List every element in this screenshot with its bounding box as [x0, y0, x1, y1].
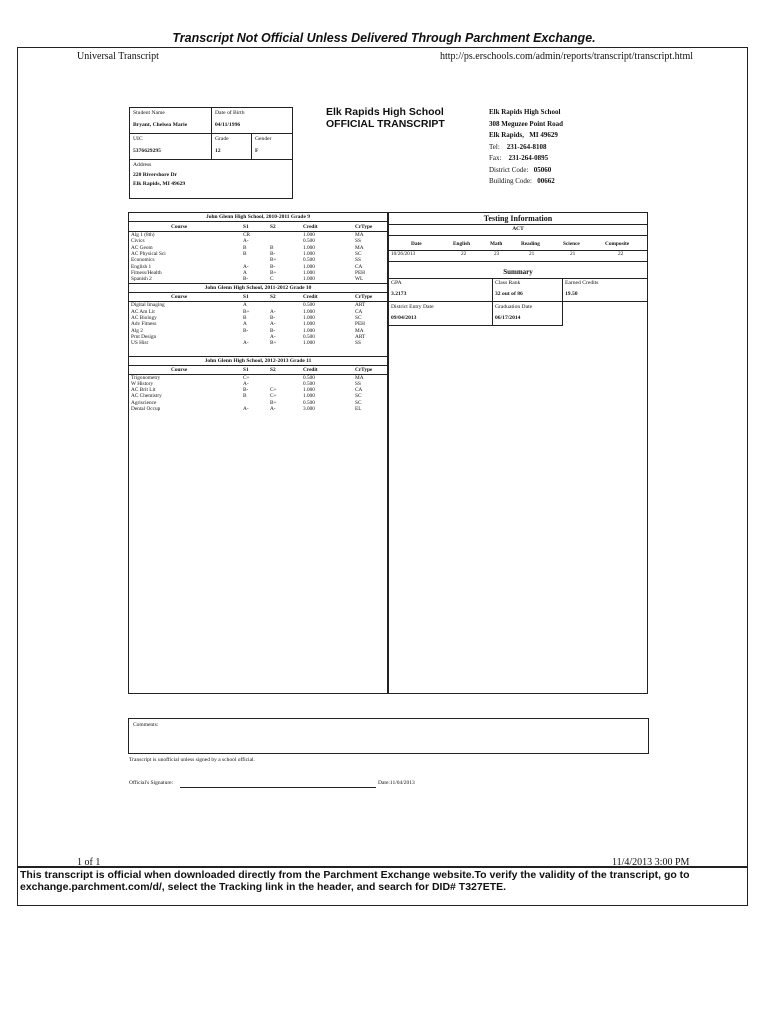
course-type: SS [355, 380, 361, 387]
course-s1: B [243, 315, 247, 321]
course-s2: B [270, 244, 274, 251]
course-s1: B- [243, 387, 249, 394]
building-code-value: 00662 [537, 177, 555, 185]
class-rank-label: Class Rank [495, 280, 521, 286]
course-credit: 3.000 [303, 406, 315, 412]
uic-label: UIC [133, 136, 143, 142]
course-s1: A- [243, 340, 249, 347]
course-course: US Hist [131, 340, 148, 347]
course-s1: A [243, 321, 247, 328]
course-s1: B [243, 250, 247, 257]
course-header-course: Course [171, 224, 188, 230]
signature-date: Date:11/04/2013 [378, 780, 415, 786]
course-type: WL [355, 276, 364, 283]
official-notice-banner: Transcript Not Official Unless Delivered Through Parchment Exchange. [172, 31, 596, 45]
course-s1: A [243, 269, 247, 276]
course-credit: 1.000 [303, 232, 315, 238]
course-course: AC Chemistry [131, 393, 162, 400]
course-header-row [129, 292, 387, 302]
course-credit: 0.500 [303, 380, 315, 387]
course-credit: 1.000 [303, 308, 315, 315]
graduation-date-value: 06/17/2014 [495, 315, 521, 321]
course-s1: B- [243, 276, 249, 283]
course-type: SS [355, 238, 361, 245]
course-credit: 1.000 [303, 244, 315, 251]
course-credit: 0.500 [303, 374, 315, 381]
school-info-name: Elk Rapids High School [489, 108, 561, 116]
fax-label: Fax: [489, 154, 502, 162]
page-number: 1 of 1 [77, 857, 101, 868]
test-math: 23 [494, 251, 500, 257]
course-course: Adv Fitness [131, 321, 157, 328]
course-s2: B- [270, 315, 276, 321]
school-info-state: MI 49629 [529, 131, 558, 139]
address-label: Address [133, 162, 152, 168]
test-header-row [389, 235, 647, 251]
earned-credits-label: Earned Credits [565, 280, 599, 286]
course-s2: C [270, 276, 274, 283]
gender-label: Gender [255, 136, 272, 142]
course-row [129, 340, 387, 346]
tel-label: Tel: [489, 142, 500, 151]
course-type: PEH [355, 269, 366, 276]
test-header-composite: Composite [605, 241, 630, 247]
course-s2: B- [270, 263, 276, 270]
course-s1: B [243, 244, 247, 251]
gpa-value: 3.2173 [391, 291, 407, 297]
school-contact-info [489, 107, 563, 188]
grade-value: 12 [215, 148, 221, 154]
course-s1: A- [243, 406, 249, 412]
school-title [326, 106, 445, 130]
course-s1: B- [243, 327, 249, 334]
course-header-s2: S2 [270, 224, 276, 230]
verification-note: This transcript is official when downloaded directly from the Parchment Exchange website.To verify the validity of the transcript, go to exchange.parchment.com/d/, select the Tracking link in the header, and search for DID# T327ETE. [20, 869, 690, 893]
course-type: MA [355, 327, 364, 334]
course-header-s2: S2 [270, 366, 276, 373]
test-header-science: Science [563, 241, 580, 247]
course-credit: 1.000 [303, 393, 315, 400]
course-credit: 1.000 [303, 327, 315, 334]
course-type: PEH [355, 321, 366, 328]
address-line1: 220 Rivershore Dr [133, 172, 178, 178]
course-credit: 1.000 [303, 263, 315, 270]
course-credit: 1.000 [303, 250, 315, 257]
school-title-doc: OFFICIAL TRANSCRIPT [326, 118, 445, 130]
course-s2: A- [270, 321, 276, 328]
course-type: EL [355, 406, 362, 412]
course-type: SC [355, 315, 362, 321]
course-s1: A [243, 302, 247, 309]
student-info-box [129, 107, 293, 199]
course-course: Prnt Design [131, 333, 157, 340]
course-s2: B- [270, 327, 276, 334]
course-credit: 1.000 [303, 387, 315, 394]
earned-credits-value: 19.50 [565, 291, 578, 297]
course-header-course: Course [171, 366, 188, 373]
course-s1: C+ [243, 374, 250, 381]
test-header-math: Math [490, 241, 503, 247]
course-type: SC [355, 393, 362, 400]
course-row [129, 276, 387, 282]
signature-line [180, 787, 376, 788]
course-course: Dental Occup [131, 406, 161, 412]
course-type: CA [355, 308, 363, 315]
course-course: Trigonometry [131, 374, 161, 381]
course-course: AC Brit Lit [131, 387, 156, 394]
test-name: ACT [512, 226, 524, 232]
course-s2: B+ [270, 340, 277, 347]
course-header-credit: Credit [303, 366, 318, 373]
school-info-city: Elk Rapids, [489, 131, 525, 139]
course-course: Alg 2 [131, 327, 143, 334]
year-title: John Glenn High School, 2011-2012 Grade 10 [129, 283, 387, 293]
course-course: Alg 1 (8th) [131, 232, 155, 238]
course-header-type: CrType [355, 224, 373, 230]
course-row [129, 406, 387, 412]
test-date: 10/26/2013 [391, 251, 416, 257]
course-credit: 0.500 [303, 257, 315, 264]
header-title: Universal Transcript [77, 51, 159, 62]
course-s1: A- [243, 380, 249, 387]
student-name: Bryant, Chelsea Marie [133, 122, 188, 128]
course-header-type: CrType [355, 366, 373, 373]
course-s1: B [243, 393, 247, 400]
course-course: English 1 [131, 263, 152, 270]
course-course: Economics [131, 257, 155, 264]
district-code-label: District Code: [489, 165, 529, 174]
dob-label: Date of Birth [215, 110, 245, 116]
course-header-credit: Credit [303, 294, 318, 301]
course-type: MA [355, 374, 364, 381]
course-type: SS [355, 340, 361, 347]
course-s1: A- [243, 238, 249, 245]
course-course: AC Biology [131, 315, 157, 321]
course-type: ART [355, 302, 366, 309]
course-s1: B+ [243, 308, 250, 315]
course-credit: 1.000 [303, 321, 315, 328]
test-composite: 22 [618, 251, 624, 257]
course-s1: A- [243, 263, 249, 270]
course-s2: C+ [270, 387, 277, 394]
address-line2: Elk Rapids, MI 49629 [133, 181, 186, 187]
course-type: MA [355, 244, 364, 251]
course-header-s1: S1 [243, 224, 249, 230]
test-header-date: Date [411, 241, 422, 247]
test-header-english: English [453, 241, 471, 247]
course-course: AC Geom [131, 244, 153, 251]
course-credit: 0.500 [303, 333, 315, 340]
course-history-panel [128, 212, 388, 694]
course-header-credit: Credit [303, 224, 318, 230]
unofficial-note: Transcript is unofficial unless signed by a school official. [129, 757, 255, 763]
test-score-row [389, 251, 647, 262]
course-s2: A- [270, 308, 276, 315]
course-header-s1: S1 [243, 294, 249, 301]
course-s2: C+ [270, 393, 277, 400]
course-course: AC Am Lit [131, 308, 155, 315]
course-header-row [129, 365, 387, 375]
class-rank-value: 32 out of 86 [495, 291, 523, 297]
course-s1: CR [243, 232, 251, 238]
course-s2: A- [270, 406, 276, 412]
course-course: Civics [131, 238, 145, 245]
school-info-street: 308 Meguzee Point Road [489, 119, 564, 128]
entry-date-label: District Entry Date [391, 304, 434, 310]
testing-summary-panel [388, 212, 648, 694]
grade-label: Grade [215, 136, 229, 142]
course-type: SC [355, 250, 362, 257]
testing-title: Testing Information [389, 213, 647, 225]
uic-value: 5376629295 [133, 148, 161, 154]
course-header-row [129, 222, 387, 232]
course-type: SS [355, 257, 361, 264]
signature-label: Official's Signature: [129, 780, 174, 786]
course-s2: A- [270, 333, 276, 340]
footer-rule [17, 866, 748, 868]
entry-date-value: 09/04/2013 [391, 315, 417, 321]
student-name-label: Student Name [133, 110, 165, 116]
course-type: CA [355, 263, 363, 270]
comments-label: Comments: [133, 722, 159, 728]
course-credit: 0.500 [303, 302, 315, 309]
test-reading: 21 [529, 251, 535, 257]
building-code-label: Building Code: [489, 177, 532, 185]
course-course: AC Physical Sci [131, 250, 166, 257]
course-credit: 1.000 [303, 315, 315, 321]
gpa-label: GPA [391, 280, 402, 286]
course-credit: 1.000 [303, 340, 315, 347]
course-header-s2: S2 [270, 294, 276, 301]
course-course: Digital Imaging [131, 302, 165, 309]
dob-value: 04/11/1996 [215, 122, 241, 128]
course-course: Fitness/Health [131, 269, 162, 276]
course-s2: B+ [270, 399, 277, 406]
comments-box [128, 718, 649, 754]
course-type: SC [355, 399, 362, 406]
course-course: Spanish 2 [131, 276, 152, 283]
course-course: Agriscience [131, 399, 157, 406]
course-type: MA [355, 232, 364, 238]
test-science: 21 [570, 251, 576, 257]
tel-value: 231-264-8108 [506, 142, 547, 151]
district-code-value: 05060 [533, 165, 552, 174]
header-url: http://ps.erschools.com/admin/reports/transcript/transcript.html [440, 51, 694, 62]
fax-value: 231-264-0895 [508, 154, 549, 162]
course-credit: 0.500 [303, 399, 315, 406]
gender-value: F [255, 148, 259, 154]
summary-title: Summary [389, 267, 647, 279]
course-credit: 0.500 [303, 238, 315, 245]
course-s2: B- [270, 250, 276, 257]
course-header-course: Course [171, 294, 188, 301]
course-header-type: CrType [355, 294, 373, 301]
course-course: W History [131, 380, 154, 387]
course-s2: B+ [270, 269, 277, 276]
course-credit: 1.000 [303, 276, 315, 283]
course-type: CA [355, 387, 363, 394]
year-title: John Glenn High School, 2012-2013 Grade 11 [129, 356, 387, 366]
print-timestamp: 11/4/2013 3:00 PM [612, 857, 690, 868]
course-s2: B+ [270, 257, 277, 264]
school-title-name: Elk Rapids High School [326, 106, 444, 118]
graduation-date-label: Graduation Date [495, 304, 533, 310]
test-header-reading: Reading [521, 241, 540, 247]
course-type: ART [355, 333, 366, 340]
test-english: 22 [461, 251, 467, 257]
course-header-s1: S1 [243, 366, 249, 373]
year-title: John Glenn High School, 2010-2011 Grade 9 [129, 213, 387, 222]
course-credit: 1.000 [303, 269, 315, 276]
